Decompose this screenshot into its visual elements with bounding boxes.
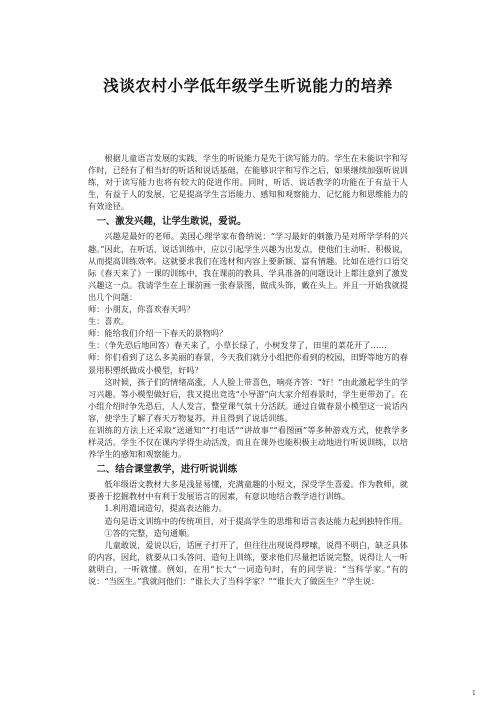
subheading-1: 1.利用遣词造句，提高表达能力。: [104, 503, 227, 514]
section2-paragraph-2: 造句是语文训练中的传统项目，对于提高学生的思维和语言表达能力起到独特作用。: [104, 515, 408, 526]
section1-paragraph-3: 在训练的方法上还采取“送通知”“打电话”“讲故事”“看图画”等多种游戏方式，使教学多样灵活。学生不仅在课内学得生动活泼，而且在课外也能积极主动地进行听说训练，以培养学生的感知和观察能力。: [88, 424, 408, 460]
section-heading-1: 一、激发兴趣，让学生敢说，爱说。: [96, 216, 247, 228]
page-number: 1: [472, 690, 476, 697]
dialogue-line: 师：能给我们介绍一下春天的景物吗？: [88, 328, 228, 339]
intro-paragraph: 根据儿童语言发展的实践，学生的听说能力是先于读写能力的。学生在未能识字和写作时，已经有了相当好的听话和说话基础，在能够识字和写作之后，如果继续加强听说训练，对于读写能力也将有较大的促进作用。同时，听话、说话教学的功能在于有益于人生，有益于人的发展，它是提高学生言语能力、感知和观察能力、记忆能力和思维能力的有效途径。: [88, 153, 408, 212]
dialogue-line: 生：喜欢。: [88, 316, 129, 327]
document-title: 浅谈农村小学低年级学生听说能力的培养: [103, 77, 393, 95]
dialogue-line: 师：小朋友，你喜欢春天吗？: [88, 304, 195, 315]
section2-paragraph-3: 儿童敢说，爱说以后，话匣子打开了，但往往出现说得啰嗦，说得不明白，缺乏具体的内容，因此，就要从口头答问、造句上训练，要求他们尽量把话说完整，说得让人一听就明白，一听就懂。例如，在用“长大”一词造句时，有的同学说：“当科学家。”有的说：“当医生。”我就问他们：“谁长大了当科学家？”“谁长大了做医生？”学生说：: [88, 539, 408, 586]
section1-paragraph-2: 这时候，孩子们的情绪高涨，人人脸上带喜色，响亮齐答：“好！”由此激起学生的学习兴趣。等小模型做好后，我又提出竞选“小导游”向大家介绍春景时，学生更带劲了。在小组介绍时争先恐后，人人发言，整堂课气氛十分活跃。通过自做春景小模型这一说话内容，使学生了解了春天万物复苏，并且得到了说话训练。: [88, 376, 408, 423]
section-heading-2: 二、结合课堂教学，进行听说训练: [96, 464, 238, 476]
section2-paragraph-1: 低年级语文教材大多是浅显易懂，充满童趣的小短文，深受学生喜爱。作为教师，就要善于挖掘教材中有利于发展语言的因素，有意识地结合教学进行训练。: [88, 479, 408, 502]
section1-paragraph-1: 兴趣是最好的老师。美国心理学家布鲁纳说：“学习最好的刺激乃是对所学学科的兴趣。”因此，在听话、说话训练中，应以引起学生兴趣为出发点，使他们主动听、积极说，从而提高训练效率。这就要求我们在选材和内容上要新颖、富有情趣。比如在进行口语交际《春天来了》一课的训练中，我在课前的教具、学具准备的问题设计上都注意到了激发兴趣这一点。我请学生在上课前画一张春景图，做成头饰，戴在头上。并且一开始我就提出几个问题：: [88, 231, 408, 302]
subheading-2: ①答的完整，造句通顺。: [104, 527, 195, 538]
document-body: [88, 152, 408, 587]
dialogue-line: 师：你们看到了这么多美丽的春景，今天我们就分小组把你看到的校园，田野等地方的春景用积塑纸做成小模型，好吗？: [88, 352, 408, 375]
dialogue-line: 生：（争先恐后地回答）春天来了，小草长绿了，小树发芽了，田里的菜花开了……: [88, 340, 387, 351]
